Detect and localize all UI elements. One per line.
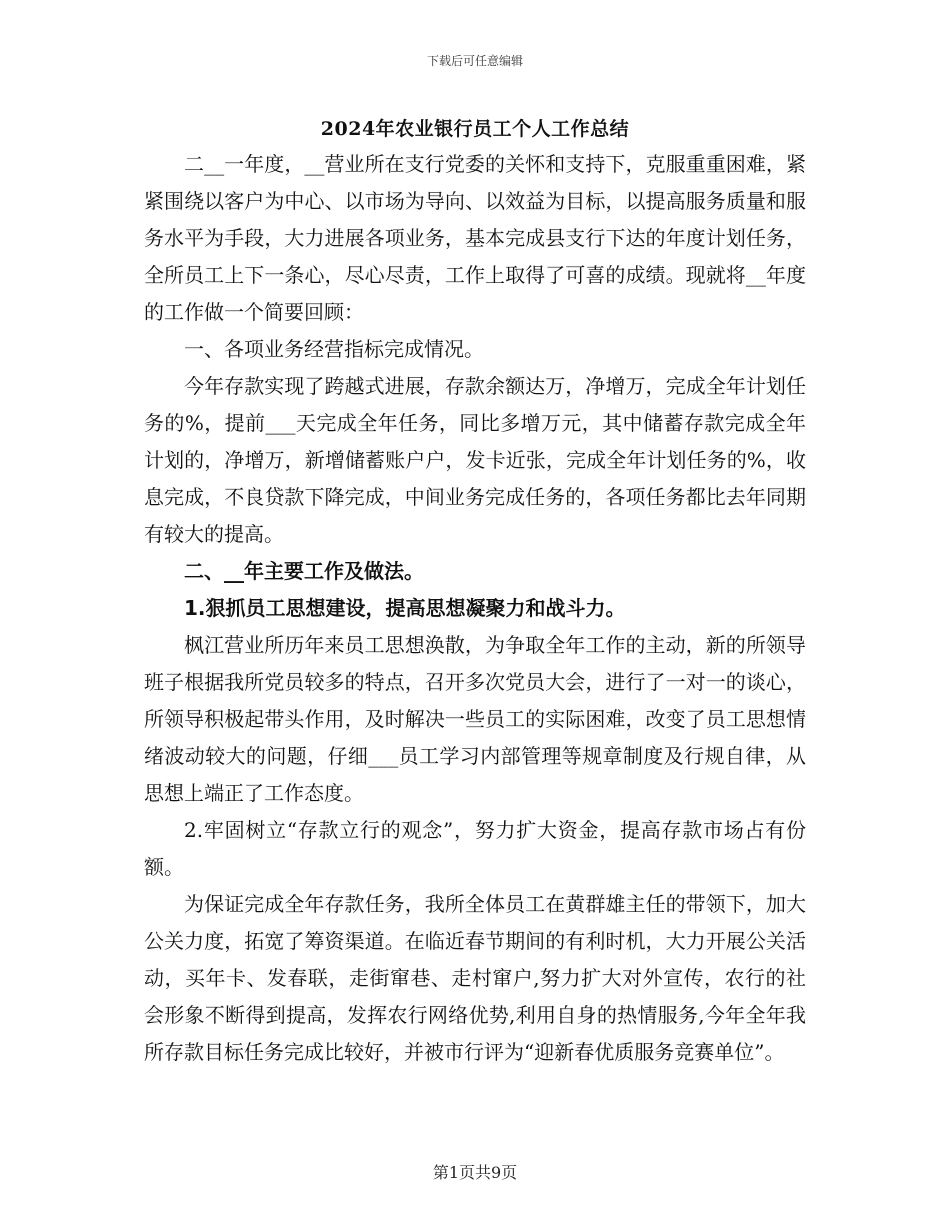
intro-paragraph: 二__一年度，__营业所在支行党委的关怀和支持下，克服重重困难，紧紧围绕以客户为中心、以市场为导向、以效益为目标，以提高服务质量和服务水平为手段，大力进展各项业务，基本完成县支行下达的年度计划任务，全所员工上下一条心，尽心尽责，工作上取得了可喜的成绩。现就将__年度的工作做一个简要回顾： xyxy=(144,152,806,324)
subheading-1: 1.狠抓员工思想建设，提高思想凝聚力和战斗力。 xyxy=(184,596,626,620)
subheading-2: 2.牢固树立“存款立行的观念”，努力扩大资金，提高存款市场占有份额。 xyxy=(144,818,806,879)
deposit-paragraph: 为保证完成全年存款任务，我所全体员工在黄群雄主任的带领下，加大公关力度，拓宽了筹资渠道。在临近春节期间的有利时机，大力开展公关活动，买年卡、发春联，走街窜巷、走村窜户,努力扩大对外宣传，农行的社会形象不断得到提高，发挥农行网络优势,利用自身的热情服务,今年全年我所存款目标任务完成比较好，并被市行评为“迎新春优质服务竞赛单位”。 xyxy=(144,892,806,1064)
page-header-note: 下载后可任意编辑 xyxy=(426,54,523,68)
staff-ideology-paragraph: 枫江营业所历年来员工思想涣散，为争取全年工作的主动，新的所领导班子根据我所党员较多的特点，召开多次党员大会，进行了一对一的谈心，所领导积极起带头作用，及时解决一些员工的实际困难，改变了员工思想情绪波动较大的问题，仔细___员工学习内部管理等规章制度及行规自律，从思想上端正了工作态度。 xyxy=(144,633,806,805)
performance-paragraph: 今年存款实现了跨越式进展，存款余额达万，净增万，完成全年计划任务的%，提前___天完成全年任务，同比多增万元，其中储蓄存款完成全年计划的，净增万，新增储蓄账户户，发卡近张，完成全年计划任务的%，收息完成，不良贷款下降完成，中间业务完成任务的，各项任务都比去年同期有较大的提高。 xyxy=(144,374,806,546)
page-number: 第1页共9页 xyxy=(432,1163,518,1182)
document-title: 2024年农业银行员工个人工作总结 xyxy=(320,118,630,140)
section-heading-1: 一、各项业务经营指标完成情况。 xyxy=(184,337,484,361)
document-body xyxy=(144,146,806,1071)
section-heading-2: 二、__年主要工作及做法。 xyxy=(184,559,424,583)
